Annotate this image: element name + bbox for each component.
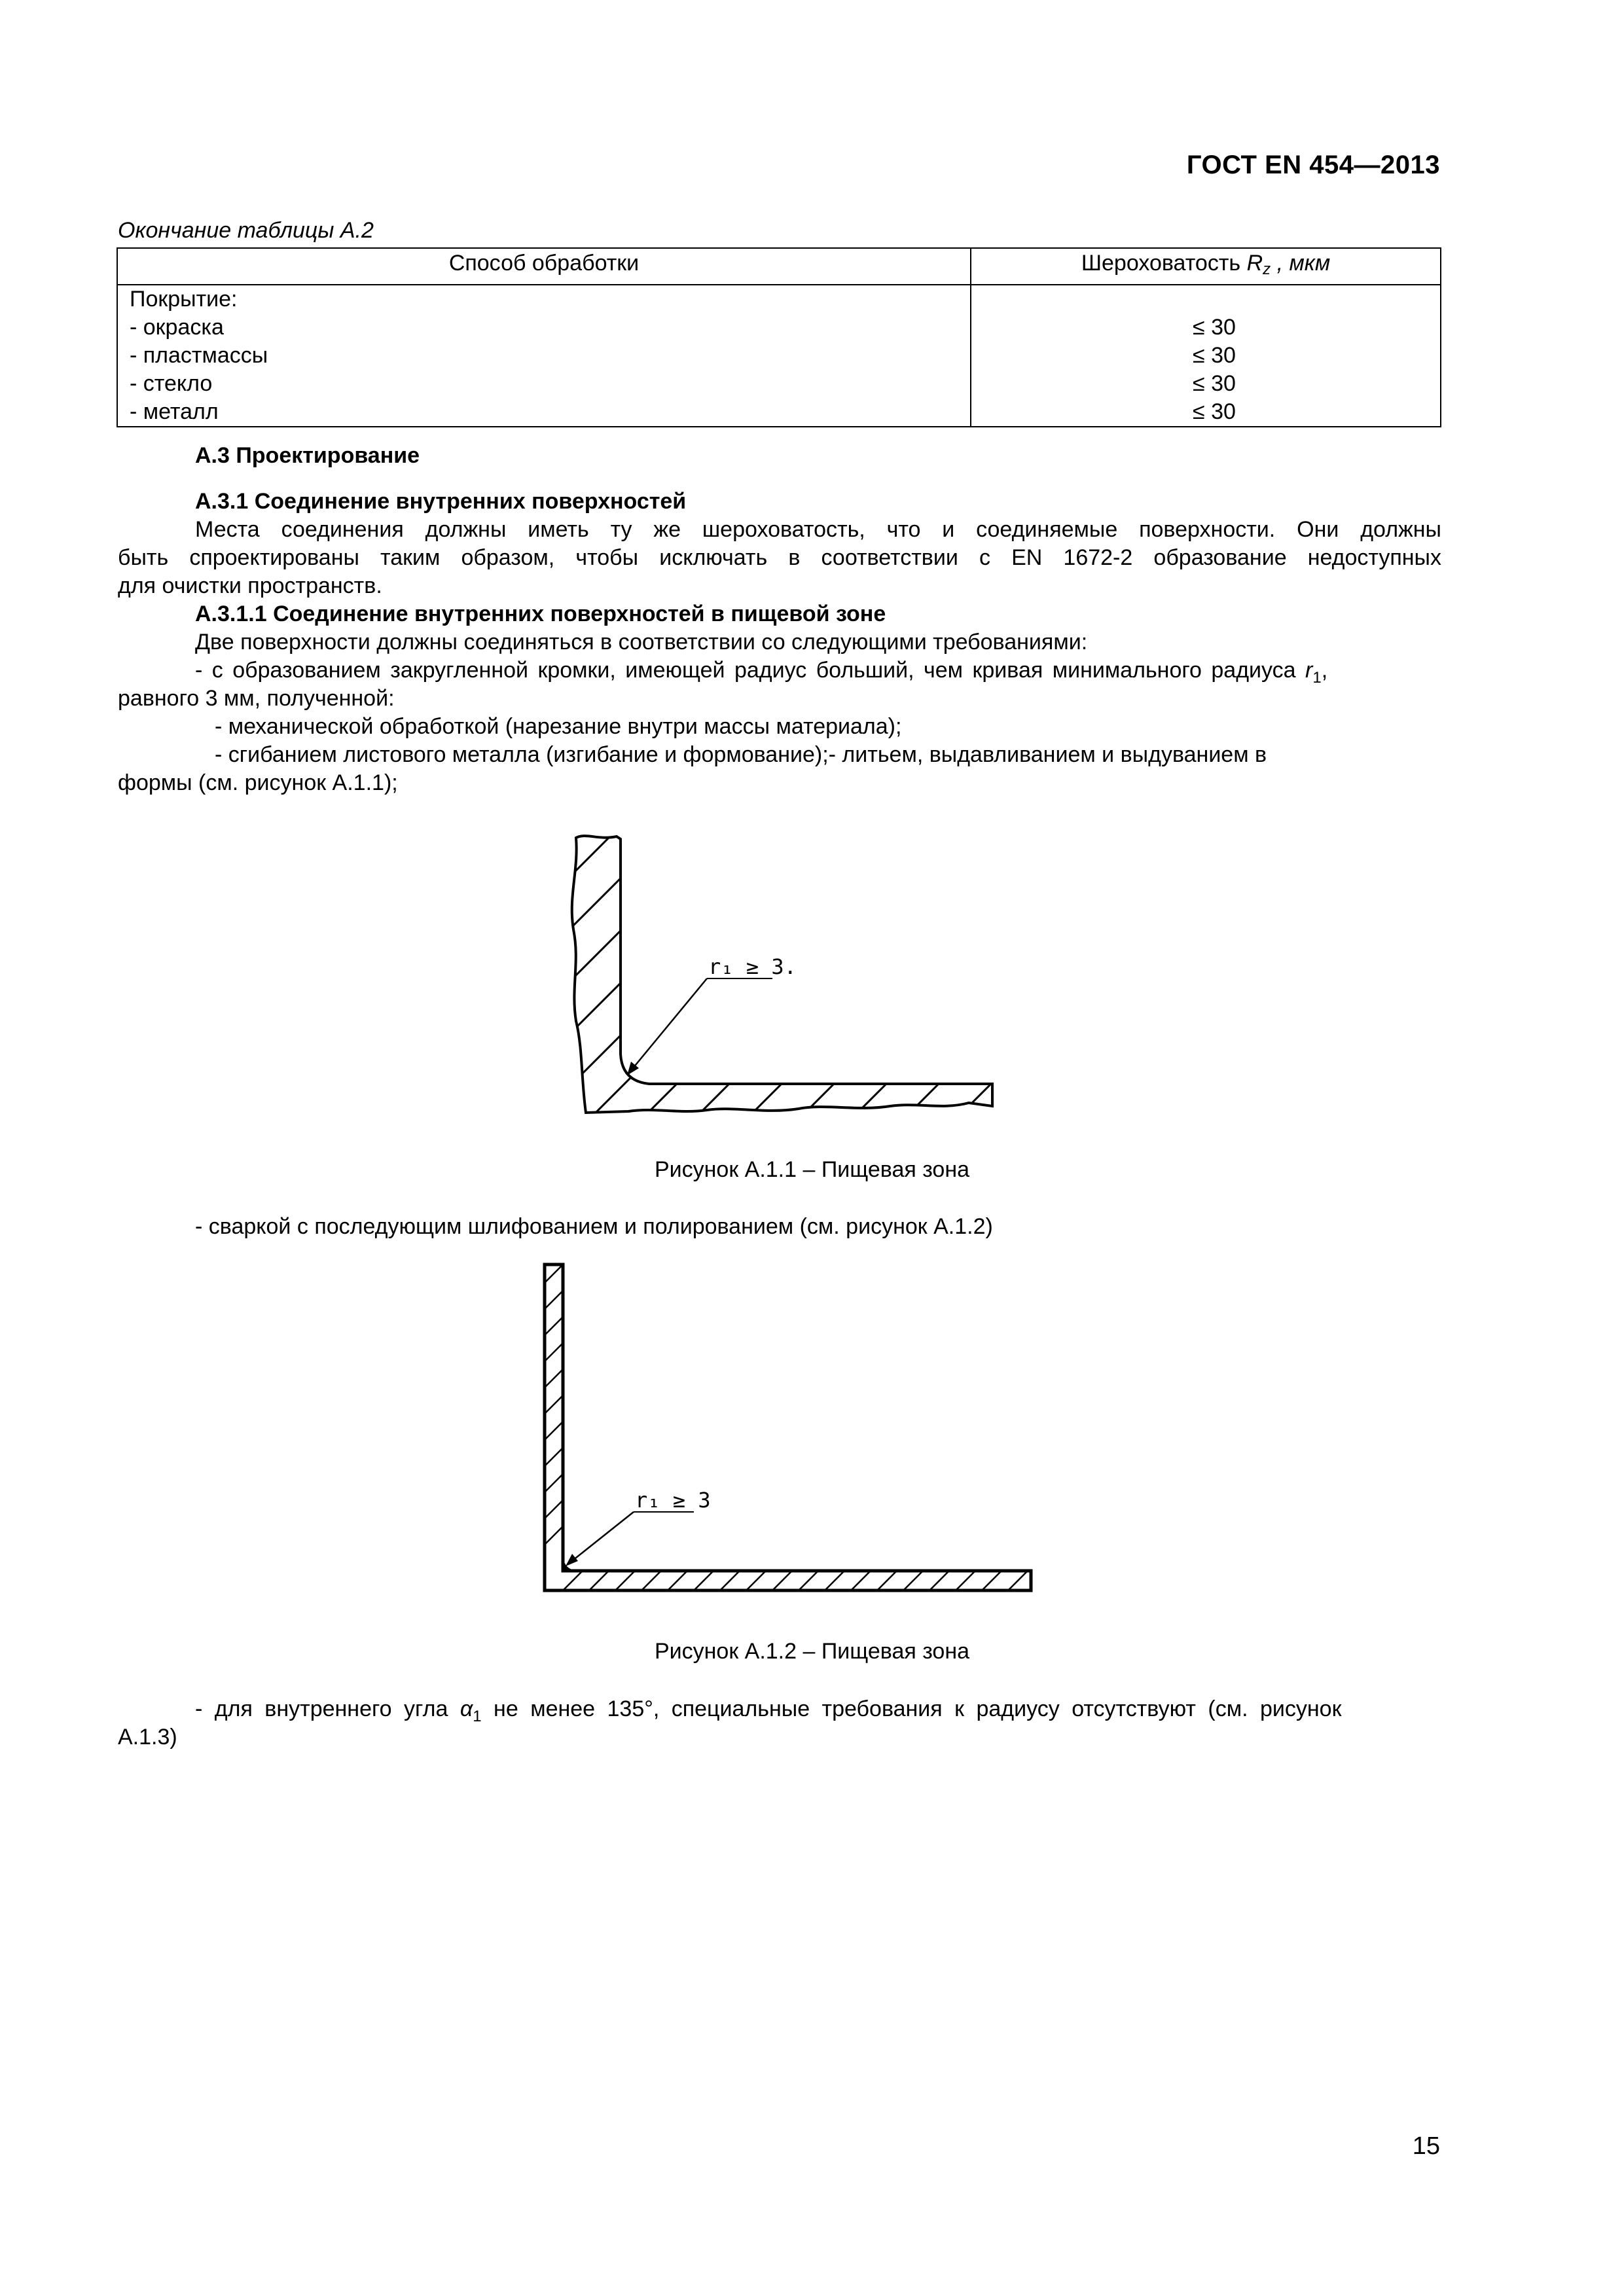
- paragraph-line: равного 3 мм, полученной:: [118, 686, 395, 711]
- method-bending: - сгибанием листового металла (изгибание и формование);- литьем, выдавливанием и выдуванием в: [215, 742, 1267, 767]
- method-item: - металл: [130, 399, 219, 424]
- page-number: 15: [1412, 2132, 1440, 2160]
- radius-symbol: r: [1305, 658, 1313, 683]
- text-fragment: не менее 135°, специальные требования к радиусу отсутствуют (см. рисунок: [481, 1696, 1342, 1721]
- paragraph-line: Места соединения должны иметь ту же шероховатость, что и соединяемые поверхности. Они должны: [195, 517, 1441, 542]
- table-row: [117, 285, 1441, 427]
- method-item: - стекло: [130, 371, 213, 396]
- document-code: ГОСТ EN 454—2013: [1186, 151, 1440, 179]
- radius-subscript: 1: [1312, 668, 1322, 687]
- method-item: - окраска: [130, 315, 224, 340]
- roughness-subscript: z: [1263, 260, 1271, 278]
- paragraph-line: быть спроектированы таким образом, чтобы исключать в соответствии с EN 1672-2 образование недоступных: [118, 545, 1441, 570]
- figure-a11-radius-label: r₁ ≥ 3.: [708, 954, 797, 979]
- column-header-roughness: [971, 248, 1441, 285]
- roughness-value: ≤ 30: [1193, 371, 1236, 396]
- angle-subscript: 1: [473, 1707, 482, 1725]
- figure-a12-radius-label: r₁ ≥ 3: [635, 1488, 711, 1513]
- roughness-value: ≤ 30: [1193, 315, 1236, 340]
- roughness-value: ≤ 30: [1193, 343, 1236, 368]
- requirements-intro: Две поверхности должны соединяться в соответствии со следующими требованиями:: [195, 630, 1088, 655]
- text-fragment: - для внутреннего угла: [195, 1696, 460, 1721]
- figure-a12-arrowhead: [566, 1554, 578, 1566]
- paragraph-line: для очистки пространств.: [118, 573, 382, 598]
- figure-a11-profile: [537, 805, 1322, 1132]
- table-caption: Окончание таблицы А.2: [118, 218, 374, 243]
- figure-a11-caption: Рисунок А.1.1 – Пищевая зона: [654, 1157, 970, 1182]
- roughness-symbol: R: [1246, 251, 1263, 276]
- method-welding: - сваркой с последующим шлифованием и полированием (см. рисунок А.1.2): [195, 1214, 993, 1239]
- figure-a11-leader: [630, 978, 707, 1072]
- section-heading-a31: А.3.1 Соединение внутренних поверхностей: [195, 489, 687, 514]
- paragraph-line: А.1.3): [118, 1725, 177, 1749]
- figure-a12-profile: [545, 1265, 1031, 1590]
- angle-symbol: α: [460, 1696, 473, 1721]
- roughness-value: ≤ 30: [1193, 399, 1236, 424]
- figure-a12-caption: Рисунок А.1.2 – Пищевая зона: [654, 1639, 970, 1664]
- figure-a11-drawing: [563, 831, 1008, 1106]
- method-item: Покрытие:: [130, 287, 238, 312]
- text-fragment: - с образованием закругленной кромки, имеющей радиус больший, чем кривая минимального радиуса: [195, 658, 1306, 683]
- text-fragment: ,: [1321, 658, 1328, 683]
- figure-a12-leader: [569, 1512, 634, 1563]
- roughness-header-prefix: Шероховатость: [1081, 251, 1247, 276]
- section-heading-a311: А.3.1.1 Соединение внутренних поверхностей в пищевой зоне: [195, 601, 886, 626]
- requirement-angle: [195, 1695, 1441, 1731]
- method-cell: [117, 285, 971, 427]
- paragraph-line: формы (см. рисунок А.1.1);: [118, 770, 398, 795]
- roughness-cell: [971, 285, 1441, 427]
- method-item: - пластмассы: [130, 343, 268, 368]
- table-header-row: [117, 248, 1441, 285]
- roughness-unit: , мкм: [1271, 251, 1331, 276]
- section-heading-a3: А.3 Проектирование: [195, 443, 420, 468]
- figure-a12-drawing: [537, 1263, 1034, 1604]
- method-machining: - механической обработкой (нарезание внутри массы материала);: [215, 714, 902, 739]
- column-header-method: Способ обработки: [117, 248, 971, 285]
- roughness-table: [117, 247, 1441, 427]
